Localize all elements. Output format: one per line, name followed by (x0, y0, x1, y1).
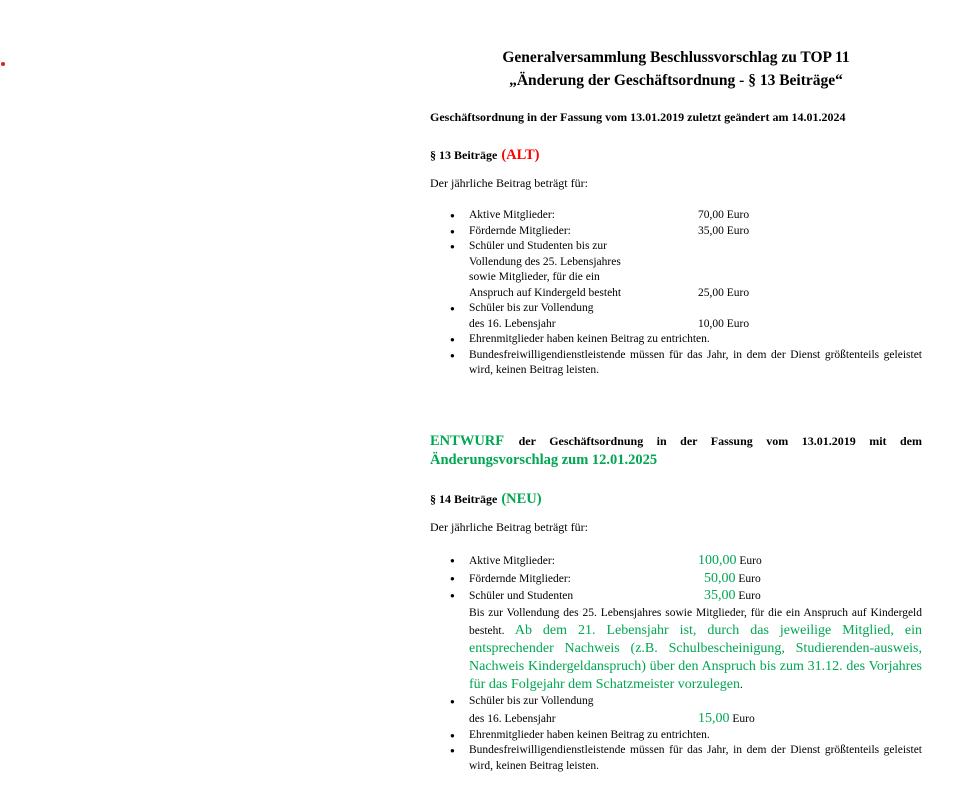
old-tag: (ALT) (501, 147, 540, 163)
old-item-label: ● Fördernde Mitglieder: (469, 224, 571, 237)
new-detail-green: Ab dem 21. Lebensjahr ist, durch das jeweilige Mitglied, ein entsprechender Nachweis (z.B. Schulbescheinigung, Studierenden-ausweis, Nachweis Kindergeldanspruch) über den Anspruch bis zum 31.12. des Vorjahres für das Folgejahr dem Schatzmeister vorzulegen (469, 623, 923, 692)
title-line-2: „Änderung der Geschäftsordnung - § 13 Beiträge“ (509, 72, 843, 89)
new-item-students (430, 588, 922, 694)
new-item-amount: 100,00 (698, 553, 737, 568)
old-item-volunteers (430, 348, 922, 379)
old-item-label: ● Aktive Mitglieder: (469, 209, 555, 221)
old-item-pupils (430, 301, 922, 332)
new-fee-list (430, 552, 922, 774)
old-version-line: Geschäftsordnung in der Fassung vom 13.01.2019 zuletzt geändert am 14.01.2024 (430, 110, 846, 124)
old-item-honorary (430, 332, 922, 348)
old-section-heading (430, 146, 539, 164)
new-tag: (NEU) (501, 491, 542, 507)
new-item-pupils (430, 694, 922, 728)
new-intro: Der jährliche Beitrag beträgt für: (430, 520, 588, 534)
new-item-unit: Euro (738, 573, 761, 585)
draft-word: ENTWURF (430, 433, 505, 449)
new-item-line: ● Schüler bis zur Vollendung (469, 695, 594, 707)
old-item-value: 35,00 Euro (698, 224, 750, 237)
old-item-line: Vollendung des 25. Lebensjahres (469, 255, 621, 268)
old-item-line: ● Schüler und Studenten bis zur (469, 240, 607, 252)
old-item-supporting (430, 224, 922, 240)
new-item-amount: 35,00 (704, 588, 736, 603)
draft-text: der Geschäftsordnung in der Fassung vom 13.01.2019 mit dem (518, 434, 923, 448)
old-item-line: sowie Mitglieder, für die ein (469, 271, 600, 283)
new-item-text: ● Bundesfreiwilligendienstleistende müssen für das Jahr, in dem der Dienst größtenteils geleistet wird, keinen Beitrag leisten. (469, 744, 922, 772)
old-item-line: ● Schüler bis zur Vollendung (469, 302, 594, 314)
old-heading-text: § 13 Beiträge (430, 148, 498, 162)
new-detail-end: . (739, 679, 743, 691)
new-item-supporting (430, 570, 922, 588)
new-item-label: ● Schüler und Studenten (469, 590, 574, 602)
new-item-active (430, 552, 922, 570)
new-item-volunteers (430, 743, 922, 774)
old-fee-list (430, 208, 922, 379)
old-item-text: ● Bundesfreiwilligendienstleistende müssen für das Jahr, in dem der Dienst größtenteils geleistet wird, keinen Beitrag leisten. (469, 348, 922, 376)
old-item-line: des 16. Lebensjahr (469, 317, 556, 330)
new-item-unit: Euro (738, 590, 761, 602)
red-marker-dot (1, 62, 5, 66)
new-item-amount: 15,00 (698, 710, 730, 726)
new-item-unit: Euro (732, 712, 755, 725)
old-item-students (430, 239, 922, 301)
new-section-heading (430, 490, 542, 508)
draft-paragraph (430, 432, 922, 470)
new-item-line: des 16. Lebensjahr (469, 712, 556, 725)
new-heading-text: § 14 Beiträge (430, 492, 498, 506)
new-item-honorary (430, 728, 922, 744)
new-item-label: ● Fördernde Mitglieder: (469, 573, 571, 585)
old-intro: Der jährliche Beitrag beträgt für: (430, 176, 588, 190)
new-item-unit: Euro (739, 555, 762, 567)
new-item-amount: 50,00 (704, 571, 736, 586)
old-item-active (430, 208, 922, 224)
title-line-1: Generalversammlung Beschlussvorschlag zu TOP 11 (502, 49, 850, 66)
new-detail-black: Bis zur Vollendung des 25. Lebensjahres sowie Mitglieder, für die ein Anspruch auf Kindergeld besteht. (469, 607, 922, 637)
old-item-value: 25,00 Euro (698, 286, 750, 299)
old-item-value: 10,00 Euro (698, 317, 750, 330)
old-item-line: Anspruch auf Kindergeld besteht (469, 286, 622, 299)
new-item-text: Ehrenmitglieder haben keinen Beitrag zu entrichten. (469, 728, 710, 741)
draft-line-1 (430, 432, 922, 450)
draft-line-2: Änderungsvorschlag zum 12.01.2025 (430, 452, 658, 468)
new-item-label: ● Aktive Mitglieder: (469, 555, 555, 567)
new-item-detail (469, 604, 922, 694)
old-item-value: 70,00 Euro (698, 209, 750, 221)
old-item-text: Ehrenmitglieder haben keinen Beitrag zu entrichten. (469, 333, 710, 345)
